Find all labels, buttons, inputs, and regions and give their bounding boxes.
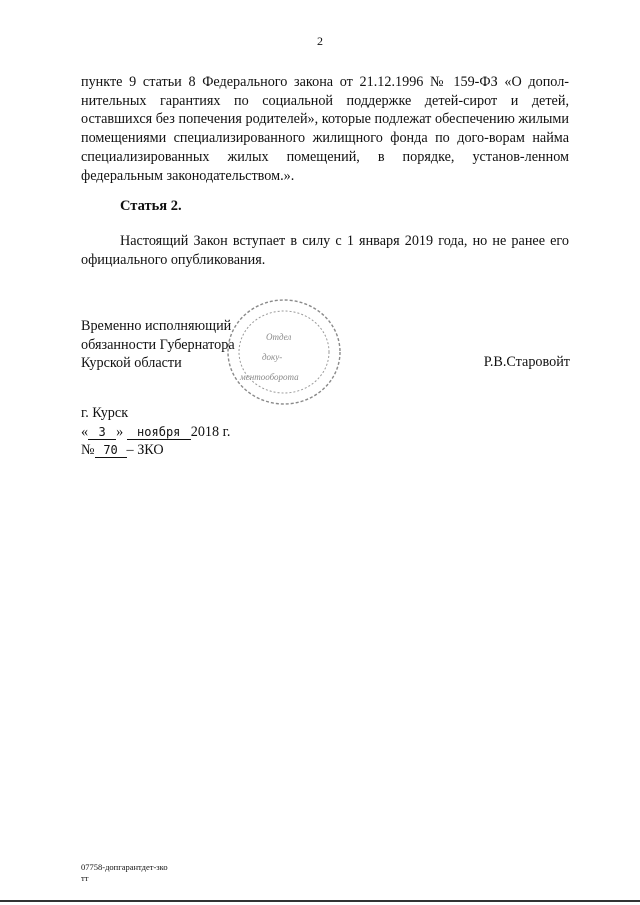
number-line [81,441,230,460]
intro-paragraph: пункте 9 статьи 8 Федерального закона от 21.12.1996 № 159-ФЗ «О допол-нительных гарантиях по социальной поддержке детей-сирот и детей, оставшихся без попечения родителей», которые подлежат обеспечению жилыми помещениями специализированного жилищного фонда по дого-ворам найма специализированных жилых помещений, в порядке, установ-ленном федеральным законодательством.». [81,74,569,184]
signatory-line-2: обязанности Губернатора [81,336,235,353]
article-text: Настоящий Закон вступает в силу с 1 января 2019 года, но не ранее его официального опубликования. [81,233,569,268]
page-number: 2 [317,34,323,48]
date-month: ноября [127,425,191,440]
date-year: 2018 г. [190,423,231,440]
stamp-text-3: ментооборота [240,372,299,382]
date-day: 3 [88,425,116,440]
signatory-line-3: Курской области [81,355,182,371]
signatory-name: Р.В.Старовойт [483,354,570,370]
date-line [81,423,230,442]
place: г. Курск [81,405,129,421]
date-open-quote: « [81,423,89,440]
place-date-block [81,404,230,460]
number-value: 70 [95,443,127,458]
number-prefix: № [81,442,95,458]
footer [81,862,168,884]
number-suffix: – ЗКО [126,442,164,458]
page-bottom-edge [0,900,640,902]
signatory-block [81,317,235,373]
stamp-text-1: Отдел [266,332,292,342]
stamp-text-2: доку- [262,352,283,362]
footer-initials: тт [81,873,89,883]
date-close-quote: » [116,423,124,440]
footer-file-code: 07758-допгарантдет-зко [81,862,168,872]
article-heading: Статья 2. [120,198,182,214]
signatory-line-1: Временно исполняющий [81,318,232,334]
